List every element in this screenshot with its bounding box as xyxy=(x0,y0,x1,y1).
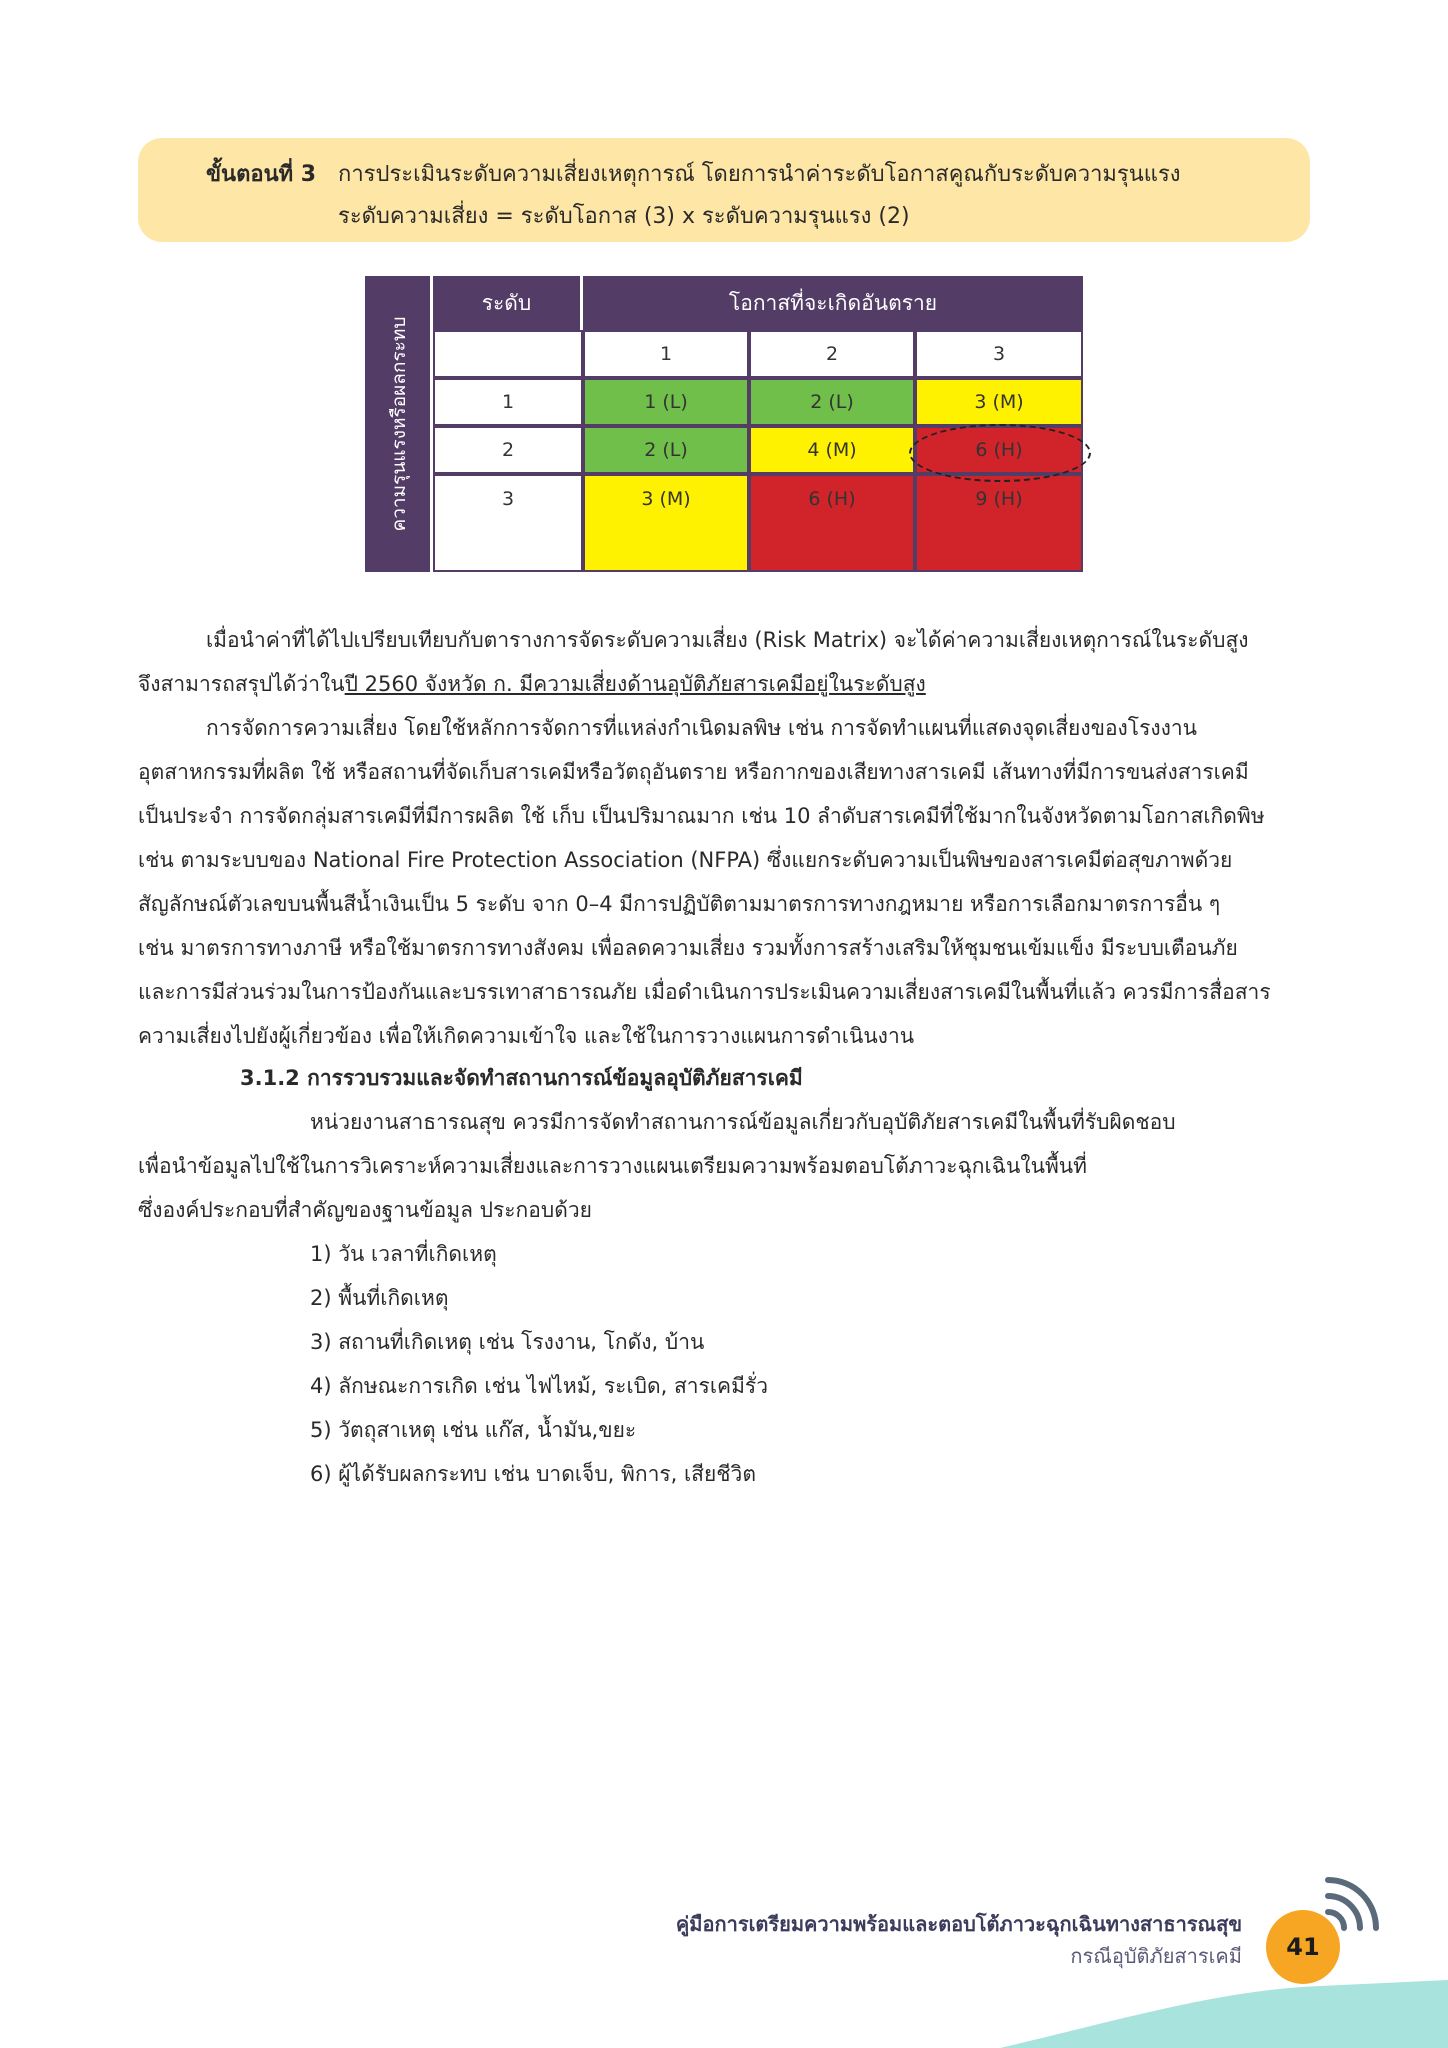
matrix-col-number: 2 xyxy=(749,330,915,378)
section-heading: 3.1.2 การรวบรวมและจัดทำสถานการณ์ข้อมูลอุบัติภัยสารเคมี xyxy=(240,1066,803,1090)
step-formula: ระดับความเสี่ยง = ระดับโอกาส (3) x ระดับความรุนแรง (2) xyxy=(338,204,910,229)
section-line: หน่วยงานสาธารณสุข ควรมีการจัดทำสถานการณ์ข้อมูลเกี่ยวกับอุบัติภัยสารเคมีในพื้นที่รับผิดชอบ xyxy=(310,1110,1176,1134)
matrix-cell-medium: 4 (M) xyxy=(749,426,915,474)
matrix-cell-medium: 3 (M) xyxy=(583,474,749,572)
step-box xyxy=(138,138,1310,242)
paragraph2-line: สัญลักษณ์ตัวเลขบนพื้นสีน้ำเงินเป็น 5 ระดับ จาก 0–4 มีการปฏิบัติตามมาตรการทางกฎหมาย หรือการเลือกมาตรการอื่น ๆ xyxy=(138,892,1221,916)
section-line: เพื่อนำข้อมูลไปใช้ในการวิเคราะห์ความเสี่ยงและการวางแผนเตรียมความพร้อมตอบโต้ภาวะฉุกเฉินในพื้นที่ xyxy=(138,1154,1087,1178)
list-item: 4) ลักษณะการเกิด เช่น ไฟไหม้, ระเบิด, สารเคมีรั่ว xyxy=(310,1374,768,1398)
paragraph2-line: การจัดการความเสี่ยง โดยใช้หลักการจัดการที่แหล่งกำเนิดมลพิษ เช่น การจัดทำแผนที่แสดงจุดเสี่ยงของโรงงาน xyxy=(206,716,1198,740)
paragraph2-line: อุตสาหกรรมที่ผลิต ใช้ หรือสถานที่จัดเก็บสารเคมีหรือวัตถุอันตราย หรือกากของเสียทางสารเคมี เส้นทางที่มีการขนส่งสารเคมี xyxy=(138,760,1249,784)
matrix-row-level: 3 xyxy=(433,474,583,572)
list-item: 1) วัน เวลาที่เกิดเหตุ xyxy=(310,1242,497,1266)
matrix-level-header: ระดับ xyxy=(433,276,583,330)
matrix-cell-low: 1 (L) xyxy=(583,378,749,426)
matrix-likelihood-header: โอกาสที่จะเกิดอันตราย xyxy=(583,276,1083,330)
matrix-cell-low: 2 (L) xyxy=(749,378,915,426)
paragraph2-line: ความเสี่ยงไปยังผู้เกี่ยวข้อง เพื่อให้เกิดความเข้าใจ และใช้ในการวางแผนการดำเนินงาน xyxy=(138,1024,915,1048)
list-item: 2) พื้นที่เกิดเหตุ xyxy=(310,1286,449,1310)
matrix-cell-high: 6 (H) xyxy=(749,474,915,572)
section-line: ซึ่งองค์ประกอบที่สำคัญของฐานข้อมูล ประกอบด้วย xyxy=(138,1198,592,1222)
matrix-cell-high: 9 (H) xyxy=(915,474,1083,572)
paragraph1-line2-start: จึงสามารถสรุปได้ว่าใน xyxy=(138,672,345,696)
paragraph2-line: เช่น ตามระบบของ National Fire Protection Association (NFPA) ซึ่งแยกระดับความเป็นพิษของสารเคมีต่อสุขภาพด้วย xyxy=(138,848,1233,872)
matrix-cell-low: 2 (L) xyxy=(583,426,749,474)
matrix-corner-cell xyxy=(433,330,583,378)
list-item: 6) ผู้ได้รับผลกระทบ เช่น บาดเจ็บ, พิการ, เสียชีวิต xyxy=(310,1462,756,1486)
matrix-row-level: 2 xyxy=(433,426,583,474)
matrix-row-level: 1 xyxy=(433,378,583,426)
paragraph2-line: เป็นประจำ การจัดกลุ่มสารเคมีที่มีการผลิต ใช้ เก็บ เป็นปริมาณมาก เช่น 10 ลำดับสารเคมีที่ใช้มากในจังหวัดตามโอกาสเกิดพิษ xyxy=(138,804,1265,828)
matrix-cell-medium: 3 (M) xyxy=(915,378,1083,426)
footer-book-title: คู่มือการเตรียมความพร้อมและตอบโต้ภาวะฉุกเฉินทางสาธารณสุข xyxy=(675,1912,1242,1936)
page-number-badge: 41 xyxy=(1266,1910,1340,1984)
highlight-ellipse xyxy=(909,424,1091,482)
matrix-side-label: ความรุนแรงหรือผลกระทบ xyxy=(388,316,410,532)
matrix-side-bar xyxy=(365,276,433,572)
paragraph1-conclusion: ปี 2560 จังหวัด ก. มีความเสี่ยงด้านอุบัติภัยสารเคมีอยู่ในระดับสูง xyxy=(344,672,926,696)
step-description: การประเมินระดับความเสี่ยงเหตุการณ์ โดยการนำค่าระดับโอกาสคูณกับระดับความรุนแรง xyxy=(338,162,1181,187)
matrix-col-number: 1 xyxy=(583,330,749,378)
paragraph1-line2 xyxy=(138,668,926,701)
paragraph2-line: เช่น มาตรการทางภาษี หรือใช้มาตรการทางสังคม เพื่อลดความเสี่ยง รวมทั้งการสร้างเสริมให้ชุมชนเข้มแข็ง มีระบบเตือนภัย xyxy=(138,936,1238,960)
list-item: 3) สถานที่เกิดเหตุ เช่น โรงงาน, โกดัง, บ้าน xyxy=(310,1330,705,1354)
risk-matrix xyxy=(365,276,1083,572)
step-label: ขั้นตอนที่ 3 xyxy=(206,162,317,187)
footer-book-subtitle: กรณีอุบัติภัยสารเคมี xyxy=(1070,1944,1242,1968)
list-item: 5) วัตถุสาเหตุ เช่น แก๊ส, น้ำมัน,ขยะ xyxy=(310,1418,637,1442)
matrix-cell-high-highlighted: 6 (H) xyxy=(915,426,1083,474)
footer-wave-decoration xyxy=(1000,1980,1448,2048)
matrix-col-number: 3 xyxy=(915,330,1083,378)
paragraph2-line: และการมีส่วนร่วมในการป้องกันและบรรเทาสาธารณภัย เมื่อดำเนินการประเมินความเสี่ยงสารเคมีในพื้นที่แล้ว ควรมีการสื่อสาร xyxy=(138,980,1271,1004)
paragraph1-line1: เมื่อนำค่าที่ได้ไปเปรียบเทียบกับตารางการจัดระดับความเสี่ยง (Risk Matrix) จะได้ค่าความเสี่ยงเหตุการณ์ในระดับสูง xyxy=(206,628,1249,652)
